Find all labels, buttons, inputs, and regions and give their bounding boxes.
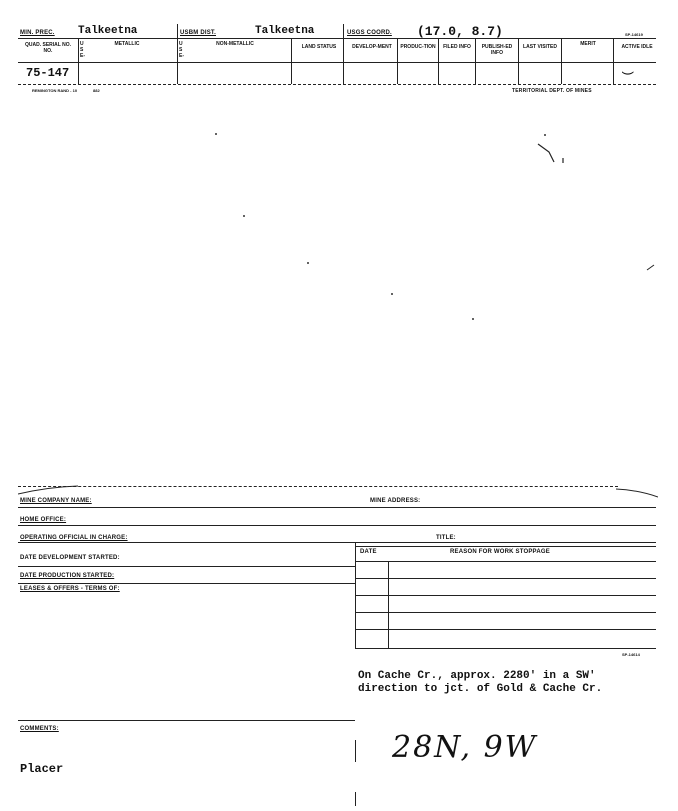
title-label: TITLE: [436, 535, 456, 541]
usbm-dist-label: USBM DIST. [180, 30, 217, 36]
uses-marker-metallic: U S E- [80, 41, 85, 59]
production-header: PRODUC-TION [400, 44, 436, 50]
operating-official-label: OPERATING OFFICIAL IN CHARGE: [20, 535, 128, 541]
date-development-started-label: DATE DEVELOPMENT STARTED: [20, 555, 120, 561]
quad-serial-header: QUAD. SERIAL NO. NO. [24, 42, 72, 54]
published-info-header: PUBLISH-ED INFO [481, 44, 513, 56]
date-column-label: DATE [360, 549, 377, 555]
form-number-top: SP-14619 [625, 32, 643, 37]
scan-speck [391, 293, 393, 295]
mine-address-label: MINE ADDRESS: [370, 498, 421, 504]
development-header: DEVELOP-MENT [352, 44, 392, 50]
uses-marker-nonmetallic: U S E- [179, 41, 184, 59]
usbm-dist-value: Talkeetna [255, 25, 315, 37]
land-status-header: LAND STATUS [301, 44, 337, 50]
quad-serial-value: 75-147 [26, 66, 70, 80]
scan-speck [215, 133, 217, 135]
home-office-label: HOME OFFICE: [20, 517, 67, 523]
active-idle-mark: ) [620, 69, 635, 77]
filed-info-header: FILED INFO [443, 44, 471, 50]
non-metallic-header: NON-METALLIC [216, 41, 254, 47]
handwritten-township-range: 28N, 9W [392, 730, 538, 765]
min-prec-label: MIN. PREC. [20, 30, 55, 36]
mine-company-name-label: MINE COMPANY NAME: [20, 498, 92, 504]
printer-label: REMINGTON RAND - 10 [32, 88, 78, 93]
leases-offers-label: LEASES & OFFERS - TERMS OF: [20, 586, 120, 592]
scan-mark [535, 136, 565, 166]
metallic-header: METALLIC [114, 41, 140, 47]
scan-speck [472, 318, 474, 320]
min-prec-value: Talkeetna [78, 25, 138, 37]
scan-speck [243, 215, 245, 217]
reason-column-label: REASON FOR WORK STOPPAGE [450, 549, 550, 555]
usgs-coord-label: USGS COORD. [347, 30, 392, 36]
form-top-curve [18, 480, 658, 500]
location-line-2: direction to jct. of Gold & Cache Cr. [358, 683, 603, 695]
location-line-1: On Cache Cr., approx. 2280' in a SW' [358, 670, 596, 682]
last-visited-header: LAST VISITED [523, 44, 557, 50]
comments-label: COMMENTS: [20, 726, 59, 732]
scan-speck [307, 262, 309, 264]
scan-mark [646, 262, 656, 272]
usgs-coord-value: (17.0, 8.7) [417, 24, 503, 39]
merit-header: MERIT [580, 41, 596, 47]
printer-code: 882 [93, 88, 100, 93]
active-idle-header: ACTIVE IDLE [621, 44, 653, 50]
comment-value: Placer [20, 762, 64, 776]
date-production-started-label: DATE PRODUCTION STARTED: [20, 573, 115, 579]
department-label: TERRITORIAL DEPT. OF MINES [512, 88, 592, 94]
form-number-bottom: SP-14614 [622, 652, 640, 657]
